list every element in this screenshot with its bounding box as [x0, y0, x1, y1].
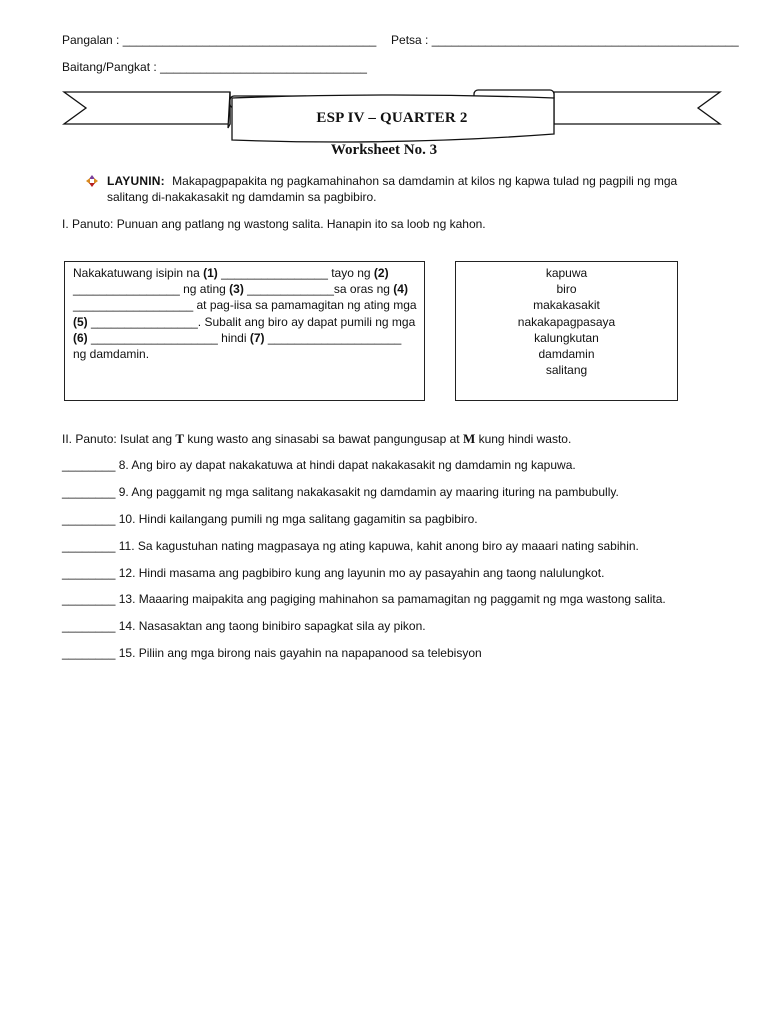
answer-blank-6[interactable]: ___________________: [87, 330, 218, 345]
word-bank-item: damdamin: [538, 347, 595, 362]
word-bank-list: [456, 265, 677, 378]
blank-number: (4): [393, 282, 408, 297]
instruction-text: kung hindi wasto.: [475, 432, 572, 446]
word-bank-item: nakakapagpasaya: [517, 314, 616, 329]
blank-number: (3): [229, 282, 244, 297]
answer-blank[interactable]: ________: [62, 485, 116, 499]
word-bank-item: makakasakit: [533, 298, 600, 313]
answer-blank-1[interactable]: ________________: [217, 266, 332, 280]
item-text: 13. Maaaring maipakita ang pagiging mahinahon sa pamamagitan ng paggamit ng mga wastong salita.: [118, 592, 666, 606]
answer-blank-2[interactable]: ________________: [73, 282, 180, 297]
list-item: [62, 539, 742, 553]
item-text: 14. Nasasaktan ang taong binibiro sapagkat sila ay pikon.: [118, 619, 426, 633]
item-text: 8. Ang biro ay dapat nakakatuwa at hindi dapat nakakasakit ng damdamin ng kapuwa.: [118, 458, 576, 472]
blank-number: (7): [249, 330, 265, 345]
blank-number: (2): [373, 266, 389, 280]
word-bank-item: kalungkutan: [534, 330, 599, 345]
passage-text: Nakakatuwang isipin na: [73, 266, 204, 280]
passage-text: at pag-iisa sa pamamagitan ng ating mga: [193, 298, 417, 313]
answer-blank[interactable]: ________: [62, 458, 116, 472]
list-item: [62, 566, 742, 580]
passage-text: . Subalit ang biro ay dapat pumili ng mga: [197, 314, 416, 329]
banner-title: ESP IV – QUARTER 2: [316, 110, 468, 126]
passage-text: ng damdamin.: [73, 347, 150, 362]
list-item: [62, 485, 742, 499]
list-item: [62, 512, 742, 526]
word-bank-box: [455, 261, 678, 401]
list-item: [62, 646, 742, 660]
passage-text: sa oras ng: [333, 282, 394, 297]
true-marker: T: [175, 431, 185, 446]
date-blank[interactable]: ______________________________________________: [431, 33, 739, 47]
part2-instruction: [62, 431, 571, 447]
blank-number: (1): [203, 266, 218, 280]
fill-in-passage-box: [64, 261, 425, 401]
answer-blank-4[interactable]: __________________: [73, 298, 194, 313]
passage-text: ng ating: [179, 282, 230, 297]
fill-in-passage: [73, 265, 417, 362]
false-marker: M: [462, 431, 476, 446]
answer-blank-5[interactable]: ________________: [87, 314, 198, 329]
answer-blank[interactable]: ________: [62, 512, 116, 526]
grade-blank[interactable]: _______________________________: [160, 60, 367, 74]
word-bank-item: kapuwa: [545, 266, 588, 280]
item-text: 11. Sa kagustuhan nating magpasaya ng ating kapuwa, kahit anong biro ay maaari nating sabihin.: [118, 539, 639, 553]
objective-label: LAYUNIN:: [107, 174, 165, 188]
answer-blank[interactable]: ________: [62, 619, 116, 633]
answer-blank-7[interactable]: ____________________: [267, 330, 402, 345]
passage-text: hindi: [217, 330, 250, 345]
word-bank-item: salitang: [545, 363, 588, 378]
objective-text: Makapagpapakita ng pagkamahinahon sa damdamin at kilos ng kapwa tulad ng pagpili ng mga salitang di-nakakasakit ng damdamin sa pagbibiro.: [107, 174, 678, 204]
objective: [107, 173, 717, 205]
name-field-row: [62, 33, 739, 47]
word-bank-item: biro: [556, 282, 577, 297]
item-text: 10. Hindi kailangang pumili ng mga salitang gagamitin sa pagbibiro.: [118, 512, 478, 526]
item-text: 15. Piliin ang mga birong nais gayahin na napapanood sa telebisyon: [118, 646, 482, 660]
answer-blank[interactable]: ________: [62, 566, 116, 580]
list-item: [62, 592, 742, 606]
list-item: [62, 619, 742, 633]
part1-instruction: I. Panuto: Punuan ang patlang ng wastong salita. Hanapin ito sa loob ng kahon.: [62, 217, 486, 231]
grade-label: Baitang/Pangkat :: [62, 60, 157, 74]
blank-number: (5): [73, 314, 88, 329]
name-blank[interactable]: ______________________________________: [122, 33, 377, 47]
answer-blank[interactable]: ________: [62, 592, 116, 606]
answer-blank[interactable]: ________: [62, 539, 116, 553]
passage-text: tayo ng: [331, 266, 374, 280]
date-label: Petsa :: [391, 33, 429, 47]
name-label: Pangalan :: [62, 33, 120, 47]
instruction-text: II. Panuto: Isulat ang: [62, 432, 176, 446]
answer-blank[interactable]: ________: [62, 646, 116, 660]
list-item: [62, 458, 742, 472]
item-text: 9. Ang paggamit ng mga salitang nakakasakit ng damdamin ay maaring ituring na pambubully.: [118, 485, 619, 499]
item-text: 12. Hindi masama ang pagbibiro kung ang layunin mo ay pasayahin ang taong nalulungkot.: [118, 566, 605, 580]
arrow-bullet-icon: [86, 175, 98, 187]
blank-number: (6): [73, 330, 88, 345]
worksheet-title: Worksheet No. 3: [330, 142, 438, 158]
answer-blank-3[interactable]: _____________: [243, 282, 334, 297]
instruction-text: kung wasto ang sinasabi sa bawat pangungusap at: [184, 432, 463, 446]
grade-field-row: [62, 60, 367, 74]
